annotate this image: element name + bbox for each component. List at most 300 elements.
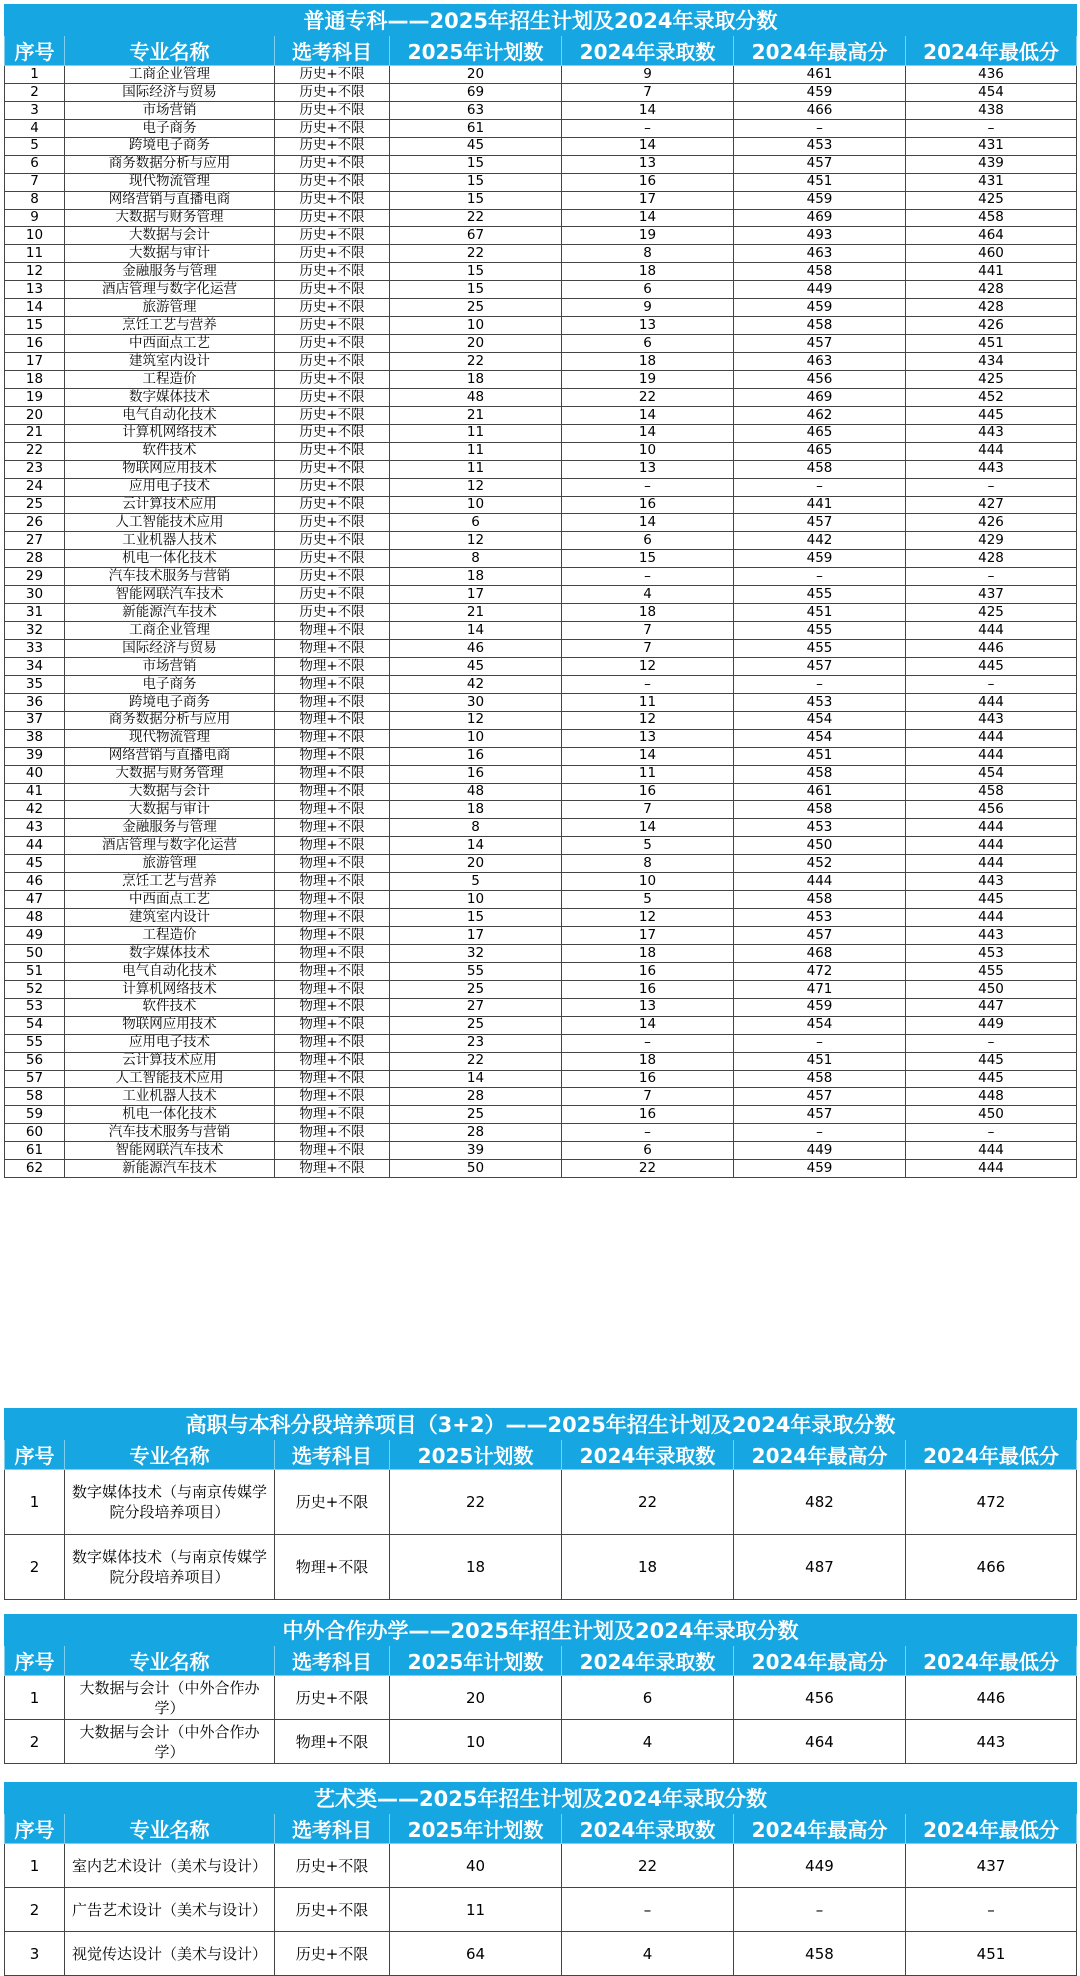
table-cell: 物理+不限 bbox=[275, 783, 390, 801]
table-cell: 12 bbox=[562, 657, 734, 675]
table-cell: 29 bbox=[5, 568, 65, 586]
table-cell: 5 bbox=[562, 837, 734, 855]
table-cell: 16 bbox=[562, 980, 734, 998]
table-cell: 历史+不限 bbox=[275, 424, 390, 442]
table-cell: 历史+不限 bbox=[275, 1676, 390, 1720]
table-cell: 10 bbox=[562, 442, 734, 460]
table-cell: 18 bbox=[390, 370, 562, 388]
table-cell: 444 bbox=[734, 873, 906, 891]
table-cell: 454 bbox=[906, 83, 1077, 101]
column-header: 2025计划数 bbox=[390, 1440, 562, 1470]
table-cell: 国际经济与贸易 bbox=[65, 83, 275, 101]
table-cell: 历史+不限 bbox=[275, 299, 390, 317]
table-cell: 14 bbox=[562, 137, 734, 155]
table-cell: 443 bbox=[906, 927, 1077, 945]
table-cell: 数字媒体技术 bbox=[65, 944, 275, 962]
table-cell: 28 bbox=[390, 1088, 562, 1106]
table-row bbox=[5, 101, 1077, 119]
table-cell: 烹饪工艺与营养 bbox=[65, 317, 275, 335]
table-cell: 24 bbox=[5, 478, 65, 496]
table-cell: 32 bbox=[5, 622, 65, 640]
table-cell: 物理+不限 bbox=[275, 1535, 390, 1600]
table-cell: 13 bbox=[562, 155, 734, 173]
table-cell: 大数据与审计 bbox=[65, 801, 275, 819]
table-cell: 历史+不限 bbox=[275, 388, 390, 406]
table-cell: 历史+不限 bbox=[275, 245, 390, 263]
table-cell: 2 bbox=[5, 1535, 65, 1600]
table-cell: 460 bbox=[906, 245, 1077, 263]
table-cell: 451 bbox=[734, 173, 906, 191]
table-cell: 1 bbox=[5, 1844, 65, 1888]
table-cell: 13 bbox=[562, 317, 734, 335]
table-cell: 大数据与会计 bbox=[65, 783, 275, 801]
table-cell: 10 bbox=[562, 873, 734, 891]
column-header: 选考科目 bbox=[275, 36, 390, 66]
table-cell: 469 bbox=[734, 209, 906, 227]
section-title: 艺术类——2025年招生计划及2024年录取分数 bbox=[5, 1783, 1077, 1814]
table-cell: – bbox=[734, 119, 906, 137]
table-row bbox=[5, 675, 1077, 693]
table-cell: 443 bbox=[906, 1720, 1077, 1764]
table-cell: 烹饪工艺与营养 bbox=[65, 873, 275, 891]
column-header: 选考科目 bbox=[275, 1814, 390, 1844]
table-cell: 7 bbox=[562, 1088, 734, 1106]
table-row bbox=[5, 747, 1077, 765]
table-cell: 451 bbox=[734, 747, 906, 765]
table-cell: 14 bbox=[390, 837, 562, 855]
table-cell: 历史+不限 bbox=[275, 335, 390, 353]
table-cell: 55 bbox=[5, 1034, 65, 1052]
column-header: 2024年最低分 bbox=[906, 36, 1077, 66]
table-cell: 454 bbox=[734, 711, 906, 729]
table-cell: 445 bbox=[906, 1052, 1077, 1070]
table-cell: 5 bbox=[5, 137, 65, 155]
table-cell: – bbox=[562, 675, 734, 693]
table-cell: 6 bbox=[390, 514, 562, 532]
table-row bbox=[5, 478, 1077, 496]
table-cell: 历史+不限 bbox=[275, 281, 390, 299]
table-cell: 11 bbox=[562, 693, 734, 711]
table-row bbox=[5, 1844, 1077, 1888]
table-row bbox=[5, 424, 1077, 442]
table-cell: 工业机器人技术 bbox=[65, 532, 275, 550]
table-cell: 12 bbox=[562, 711, 734, 729]
table-cell: 451 bbox=[734, 604, 906, 622]
table-cell: 25 bbox=[390, 980, 562, 998]
table-cell: 449 bbox=[734, 281, 906, 299]
table-row bbox=[5, 711, 1077, 729]
table-cell: 428 bbox=[906, 299, 1077, 317]
table-row bbox=[5, 657, 1077, 675]
table-cell: 425 bbox=[906, 604, 1077, 622]
table-cell: 27 bbox=[5, 532, 65, 550]
table-row bbox=[5, 1932, 1077, 1976]
table-cell: 46 bbox=[5, 873, 65, 891]
section-2 bbox=[4, 1408, 1076, 1600]
table-cell: 487 bbox=[734, 1535, 906, 1600]
table-cell: 19 bbox=[562, 370, 734, 388]
table-cell: – bbox=[906, 478, 1077, 496]
column-header: 2024年录取数 bbox=[562, 1646, 734, 1676]
table-cell: 历史+不限 bbox=[275, 406, 390, 424]
table-cell: 13 bbox=[562, 460, 734, 478]
table-cell: 434 bbox=[906, 353, 1077, 371]
table-row bbox=[5, 137, 1077, 155]
table-row bbox=[5, 83, 1077, 101]
column-header: 序号 bbox=[5, 1646, 65, 1676]
table-cell: 16 bbox=[562, 1070, 734, 1088]
table-cell: 大数据与审计 bbox=[65, 245, 275, 263]
table-cell: 23 bbox=[390, 1034, 562, 1052]
table-row bbox=[5, 227, 1077, 245]
table-cell: 493 bbox=[734, 227, 906, 245]
table-cell: 462 bbox=[734, 406, 906, 424]
section-1 bbox=[4, 4, 1076, 1178]
table-row bbox=[5, 496, 1077, 514]
table-cell: 历史+不限 bbox=[275, 1932, 390, 1976]
table-cell: 12 bbox=[390, 711, 562, 729]
table-cell: 455 bbox=[906, 962, 1077, 980]
table-cell: 视觉传达设计（美术与设计） bbox=[65, 1932, 275, 1976]
table-cell: 现代物流管理 bbox=[65, 729, 275, 747]
column-header: 2025年计划数 bbox=[390, 1646, 562, 1676]
table-cell: 463 bbox=[734, 245, 906, 263]
table-cell: 跨境电子商务 bbox=[65, 137, 275, 155]
table-cell: 物理+不限 bbox=[275, 1052, 390, 1070]
table-cell: 465 bbox=[734, 442, 906, 460]
table-cell: 444 bbox=[906, 819, 1077, 837]
table-cell: 15 bbox=[390, 281, 562, 299]
table-cell: 468 bbox=[734, 944, 906, 962]
table-cell: 11 bbox=[562, 765, 734, 783]
table-cell: – bbox=[734, 1034, 906, 1052]
table-cell: 22 bbox=[390, 209, 562, 227]
table-row bbox=[5, 1888, 1077, 1932]
table-cell: – bbox=[562, 1888, 734, 1932]
table-cell: 8 bbox=[562, 245, 734, 263]
column-header: 选考科目 bbox=[275, 1440, 390, 1470]
table-cell: 67 bbox=[390, 227, 562, 245]
table-cell: 442 bbox=[734, 532, 906, 550]
table-cell: 20 bbox=[390, 1676, 562, 1720]
table-cell: 457 bbox=[734, 1106, 906, 1124]
table-cell: 物理+不限 bbox=[275, 657, 390, 675]
table-cell: 458 bbox=[734, 1932, 906, 1976]
table-cell: 物理+不限 bbox=[275, 1034, 390, 1052]
table-cell: 12 bbox=[390, 532, 562, 550]
table-row bbox=[5, 1142, 1077, 1160]
table-cell: 云计算技术应用 bbox=[65, 496, 275, 514]
table-cell: 软件技术 bbox=[65, 998, 275, 1016]
table-cell: 物理+不限 bbox=[275, 747, 390, 765]
table-cell: 5 bbox=[390, 873, 562, 891]
table-cell: 456 bbox=[906, 801, 1077, 819]
table-cell: 机电一体化技术 bbox=[65, 550, 275, 568]
table-cell: 431 bbox=[906, 137, 1077, 155]
table-cell: 25 bbox=[390, 1016, 562, 1034]
table-row bbox=[5, 1720, 1077, 1764]
table-cell: 464 bbox=[734, 1720, 906, 1764]
table-cell: 12 bbox=[390, 478, 562, 496]
table-cell: 物理+不限 bbox=[275, 944, 390, 962]
table-cell: 14 bbox=[562, 514, 734, 532]
table-cell: 大数据与会计（中外合作办学） bbox=[65, 1676, 275, 1720]
table-row bbox=[5, 66, 1077, 84]
table-cell: 30 bbox=[390, 693, 562, 711]
table-cell: 市场营销 bbox=[65, 657, 275, 675]
table-cell: 56 bbox=[5, 1052, 65, 1070]
table-cell: 汽车技术服务与营销 bbox=[65, 1124, 275, 1142]
table-cell: 21 bbox=[390, 604, 562, 622]
table-cell: 12 bbox=[562, 909, 734, 927]
table-cell: 7 bbox=[562, 83, 734, 101]
table-cell: 历史+不限 bbox=[275, 263, 390, 281]
table-cell: 472 bbox=[734, 962, 906, 980]
table-cell: 历史+不限 bbox=[275, 317, 390, 335]
table-row bbox=[5, 281, 1077, 299]
table-cell: 59 bbox=[5, 1106, 65, 1124]
table-cell: 23 bbox=[5, 460, 65, 478]
table-cell: 453 bbox=[906, 944, 1077, 962]
table-cell: 物理+不限 bbox=[275, 640, 390, 658]
table-cell: 52 bbox=[5, 980, 65, 998]
table-cell: 41 bbox=[5, 783, 65, 801]
table-cell: 电子商务 bbox=[65, 119, 275, 137]
table-cell: 446 bbox=[906, 1676, 1077, 1720]
table-row bbox=[5, 855, 1077, 873]
table-cell: 446 bbox=[906, 640, 1077, 658]
table-cell: 454 bbox=[734, 1016, 906, 1034]
table-cell: 444 bbox=[906, 837, 1077, 855]
table-cell: 计算机网络技术 bbox=[65, 424, 275, 442]
table-cell: – bbox=[906, 675, 1077, 693]
table-cell: – bbox=[906, 1034, 1077, 1052]
table-cell: 新能源汽车技术 bbox=[65, 1160, 275, 1178]
table-cell: – bbox=[562, 1034, 734, 1052]
table-cell: 61 bbox=[390, 119, 562, 137]
table-cell: 10 bbox=[390, 496, 562, 514]
table-cell: 历史+不限 bbox=[275, 191, 390, 209]
table-cell: 物理+不限 bbox=[275, 927, 390, 945]
table-cell: 445 bbox=[906, 891, 1077, 909]
table-cell: – bbox=[906, 119, 1077, 137]
table-cell: 13 bbox=[5, 281, 65, 299]
table-row bbox=[5, 640, 1077, 658]
table-cell: 14 bbox=[562, 101, 734, 119]
table-cell: 酒店管理与数字化运营 bbox=[65, 837, 275, 855]
table-cell: 历史+不限 bbox=[275, 460, 390, 478]
table-cell: 历史+不限 bbox=[275, 137, 390, 155]
table-cell: 11 bbox=[390, 442, 562, 460]
table-cell: 物理+不限 bbox=[275, 819, 390, 837]
table-cell: 6 bbox=[562, 335, 734, 353]
table-cell: 457 bbox=[734, 155, 906, 173]
table-cell: – bbox=[734, 675, 906, 693]
table-cell: 大数据与财务管理 bbox=[65, 765, 275, 783]
table-cell: 471 bbox=[734, 980, 906, 998]
table-cell: 449 bbox=[734, 1844, 906, 1888]
table-row bbox=[5, 1088, 1077, 1106]
table-cell: 22 bbox=[562, 1160, 734, 1178]
table-row bbox=[5, 962, 1077, 980]
table-cell: 13 bbox=[562, 998, 734, 1016]
table-cell: 旅游管理 bbox=[65, 855, 275, 873]
table-cell: 63 bbox=[390, 101, 562, 119]
table-cell: 439 bbox=[906, 155, 1077, 173]
table-cell: 22 bbox=[390, 245, 562, 263]
table-cell: 商务数据分析与应用 bbox=[65, 711, 275, 729]
table-cell: 4 bbox=[5, 119, 65, 137]
table-cell: 1 bbox=[5, 66, 65, 84]
table-cell: 历史+不限 bbox=[275, 1888, 390, 1932]
table-cell: 软件技术 bbox=[65, 442, 275, 460]
table-cell: 物理+不限 bbox=[275, 622, 390, 640]
table-cell: – bbox=[734, 478, 906, 496]
table-cell: 14 bbox=[562, 1016, 734, 1034]
table-cell: 6 bbox=[562, 1676, 734, 1720]
table-cell: 22 bbox=[562, 1470, 734, 1535]
table-cell: 444 bbox=[906, 622, 1077, 640]
table-row bbox=[5, 586, 1077, 604]
table-cell: 15 bbox=[390, 191, 562, 209]
table-cell: 7 bbox=[562, 622, 734, 640]
table-cell: 429 bbox=[906, 532, 1077, 550]
table-cell: 建筑室内设计 bbox=[65, 353, 275, 371]
table-cell: 汽车技术服务与营销 bbox=[65, 568, 275, 586]
table-cell: 建筑室内设计 bbox=[65, 909, 275, 927]
table-row bbox=[5, 406, 1077, 424]
section-title: 普通专科——2025年招生计划及2024年录取分数 bbox=[5, 5, 1077, 36]
table-cell: 网络营销与直播电商 bbox=[65, 191, 275, 209]
table-row bbox=[5, 622, 1077, 640]
table-row bbox=[5, 173, 1077, 191]
table-cell: 15 bbox=[5, 317, 65, 335]
table-cell: 448 bbox=[906, 1088, 1077, 1106]
table-cell: 2 bbox=[5, 1720, 65, 1764]
table-cell: 450 bbox=[906, 980, 1077, 998]
table-cell: 1 bbox=[5, 1470, 65, 1535]
table-cell: 电气自动化技术 bbox=[65, 406, 275, 424]
table-cell: 10 bbox=[5, 227, 65, 245]
table-cell: 451 bbox=[906, 1932, 1077, 1976]
column-header: 2025年计划数 bbox=[390, 36, 562, 66]
table-cell: 25 bbox=[390, 1106, 562, 1124]
table-cell: 3 bbox=[5, 101, 65, 119]
table-row bbox=[5, 765, 1077, 783]
table-cell: 34 bbox=[5, 657, 65, 675]
table-cell: 数字媒体技术（与南京传媒学院分段培养项目） bbox=[65, 1535, 275, 1600]
table-cell: 425 bbox=[906, 191, 1077, 209]
table-cell: 18 bbox=[562, 1535, 734, 1600]
table-cell: 36 bbox=[5, 693, 65, 711]
table-cell: 459 bbox=[734, 998, 906, 1016]
table-cell: 人工智能技术应用 bbox=[65, 1070, 275, 1088]
table-cell: 456 bbox=[734, 1676, 906, 1720]
table-cell: 458 bbox=[906, 209, 1077, 227]
table-cell: 452 bbox=[734, 855, 906, 873]
section-table bbox=[4, 1782, 1077, 1976]
table-cell: 金融服务与管理 bbox=[65, 819, 275, 837]
table-row bbox=[5, 980, 1077, 998]
table-cell: 58 bbox=[5, 1088, 65, 1106]
table-cell: 跨境电子商务 bbox=[65, 693, 275, 711]
table-cell: 历史+不限 bbox=[275, 227, 390, 245]
table-cell: 444 bbox=[906, 909, 1077, 927]
table-cell: 45 bbox=[390, 657, 562, 675]
table-cell: 20 bbox=[390, 335, 562, 353]
table-row bbox=[5, 783, 1077, 801]
table-cell: 32 bbox=[390, 944, 562, 962]
table-cell: 458 bbox=[734, 891, 906, 909]
section-3 bbox=[4, 1614, 1076, 1764]
table-cell: 17 bbox=[562, 191, 734, 209]
table-cell: 455 bbox=[734, 640, 906, 658]
table-cell: 22 bbox=[562, 388, 734, 406]
table-cell: 437 bbox=[906, 586, 1077, 604]
table-cell: 445 bbox=[906, 657, 1077, 675]
table-cell: 物理+不限 bbox=[275, 675, 390, 693]
table-cell: 444 bbox=[906, 1142, 1077, 1160]
table-cell: 机电一体化技术 bbox=[65, 1106, 275, 1124]
table-cell: 444 bbox=[906, 442, 1077, 460]
table-cell: 物联网应用技术 bbox=[65, 460, 275, 478]
table-cell: 10 bbox=[390, 891, 562, 909]
table-cell: – bbox=[734, 1888, 906, 1932]
section-title: 高职与本科分段培养项目（3+2）——2025年招生计划及2024年录取分数 bbox=[5, 1409, 1077, 1440]
table-cell: 物理+不限 bbox=[275, 1720, 390, 1764]
table-cell: 54 bbox=[5, 1016, 65, 1034]
table-cell: – bbox=[562, 478, 734, 496]
table-cell: 4 bbox=[562, 586, 734, 604]
table-cell: 451 bbox=[734, 1052, 906, 1070]
table-cell: 11 bbox=[390, 1888, 562, 1932]
table-cell: 55 bbox=[390, 962, 562, 980]
table-cell: 旅游管理 bbox=[65, 299, 275, 317]
table-row bbox=[5, 998, 1077, 1016]
table-cell: 物理+不限 bbox=[275, 855, 390, 873]
table-cell: 42 bbox=[5, 801, 65, 819]
table-row bbox=[5, 550, 1077, 568]
table-cell: 459 bbox=[734, 1160, 906, 1178]
table-cell: 15 bbox=[390, 155, 562, 173]
column-header: 2024年最高分 bbox=[734, 1814, 906, 1844]
table-row bbox=[5, 388, 1077, 406]
section-table bbox=[4, 1614, 1077, 1764]
table-cell: 444 bbox=[906, 855, 1077, 873]
table-cell: 网络营销与直播电商 bbox=[65, 747, 275, 765]
column-header: 序号 bbox=[5, 36, 65, 66]
column-header: 2024年录取数 bbox=[562, 1814, 734, 1844]
table-cell: 4 bbox=[562, 1932, 734, 1976]
table-row bbox=[5, 1676, 1077, 1720]
table-cell: 3 bbox=[5, 1932, 65, 1976]
table-cell: 15 bbox=[390, 173, 562, 191]
table-cell: 18 bbox=[390, 568, 562, 586]
table-row bbox=[5, 532, 1077, 550]
table-row bbox=[5, 514, 1077, 532]
table-cell: 461 bbox=[734, 66, 906, 84]
table-cell: 21 bbox=[5, 424, 65, 442]
table-cell: 16 bbox=[562, 783, 734, 801]
table-cell: 61 bbox=[5, 1142, 65, 1160]
table-cell: 50 bbox=[390, 1160, 562, 1178]
table-cell: 15 bbox=[390, 263, 562, 281]
table-cell: 441 bbox=[906, 263, 1077, 281]
table-cell: 443 bbox=[906, 873, 1077, 891]
table-cell: 42 bbox=[390, 675, 562, 693]
table-row bbox=[5, 299, 1077, 317]
table-row bbox=[5, 1106, 1077, 1124]
